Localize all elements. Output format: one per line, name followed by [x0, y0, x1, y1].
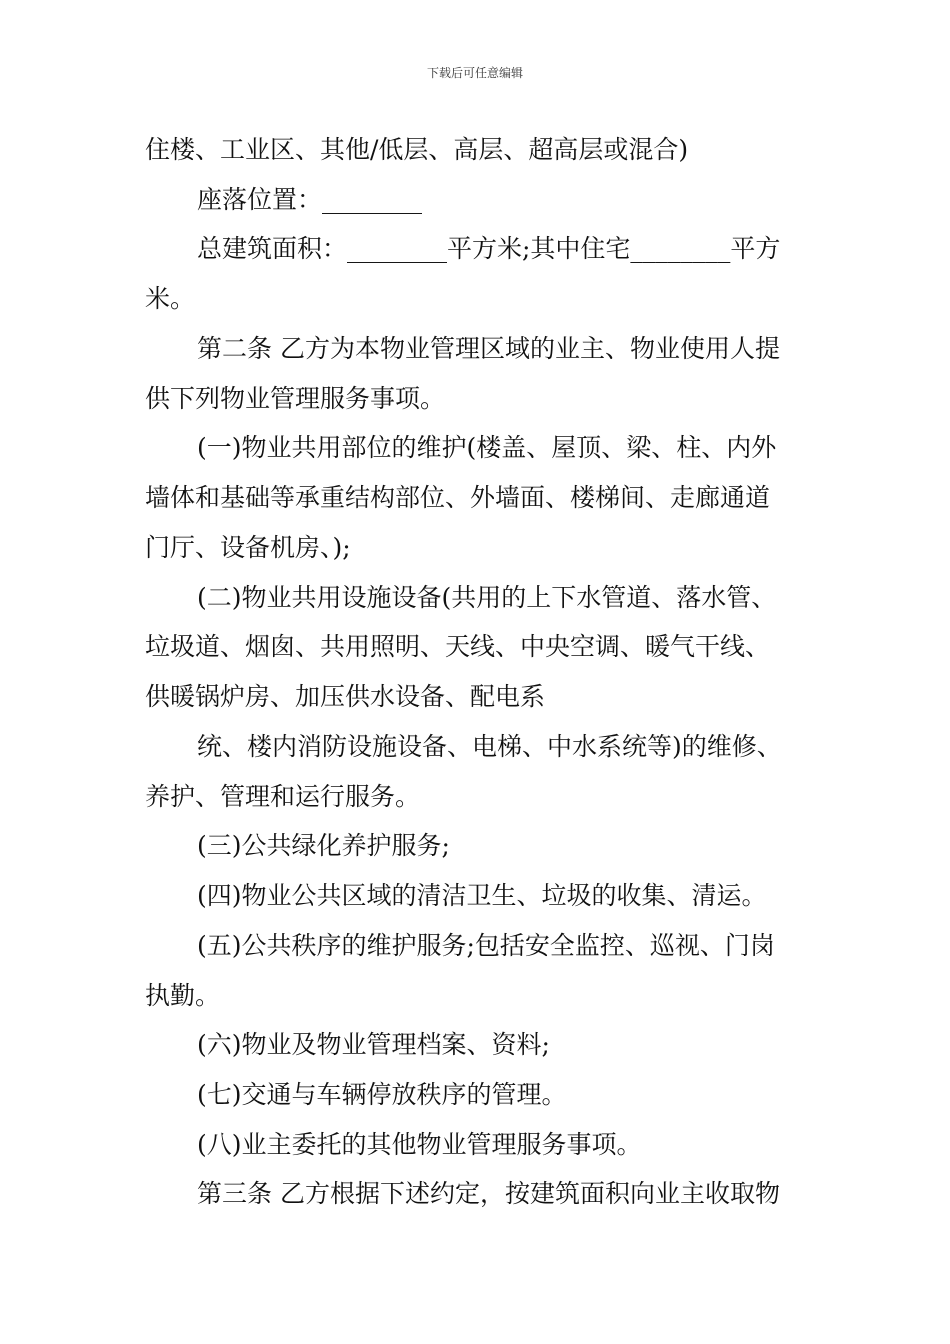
text-line: (四)物业公共区域的清洁卫生、垃圾的收集、清运。: [197, 881, 767, 910]
text-line: (五)公共秩序的维护服务;包括安全监控、巡视、门岗: [197, 931, 775, 960]
text-line: 第三条 乙方根据下述约定，按建筑面积向业主收取物: [197, 1179, 780, 1208]
text-line: (八)业主委托的其他物业管理服务事项。: [197, 1130, 642, 1159]
text-line: (一)物业共用部位的维护(楼盖、屋顶、梁、柱、内外: [197, 433, 777, 462]
text-line: 门厅、设备机房、);: [145, 533, 351, 562]
text-line: 住楼、工业区、其他/低层、高层、超高层或混合): [145, 135, 689, 164]
text-line: (七)交通与车辆停放秩序的管理。: [197, 1080, 567, 1109]
text-line: (三)公共绿化养护服务;: [197, 831, 450, 860]
text-line: 第二条 乙方为本物业管理区域的业主、物业使用人提: [197, 334, 780, 363]
text-line: 米。: [145, 284, 196, 313]
text-line: 执勤。: [145, 981, 221, 1010]
text-line: 供暖锅炉房、加压供水设备、配电系: [145, 682, 546, 711]
page-header: 下载后可任意编辑: [426, 66, 523, 80]
text-line: 养护、管理和运行服务。: [145, 782, 421, 811]
text-line: 统、楼内消防设施设备、电梯、中水系统等)的维修、: [197, 732, 782, 761]
text-line: (六)物业及物业管理档案、资料;: [197, 1030, 550, 1059]
text-line: 供下列物业管理服务事项。: [145, 384, 446, 413]
text-line: 墙体和基础等承重结构部位、外墙面、楼梯间、走廊通道: [145, 483, 771, 512]
text-line: 总建筑面积：________平方米;其中住宅________平方: [197, 234, 781, 263]
text-line: 垃圾道、烟囱、共用照明、天线、中央空调、暖气干线、: [145, 632, 771, 661]
text-line: 座落位置：________: [197, 185, 423, 214]
text-line: (二)物业共用设施设备(共用的上下水管道、落水管、: [197, 583, 777, 612]
